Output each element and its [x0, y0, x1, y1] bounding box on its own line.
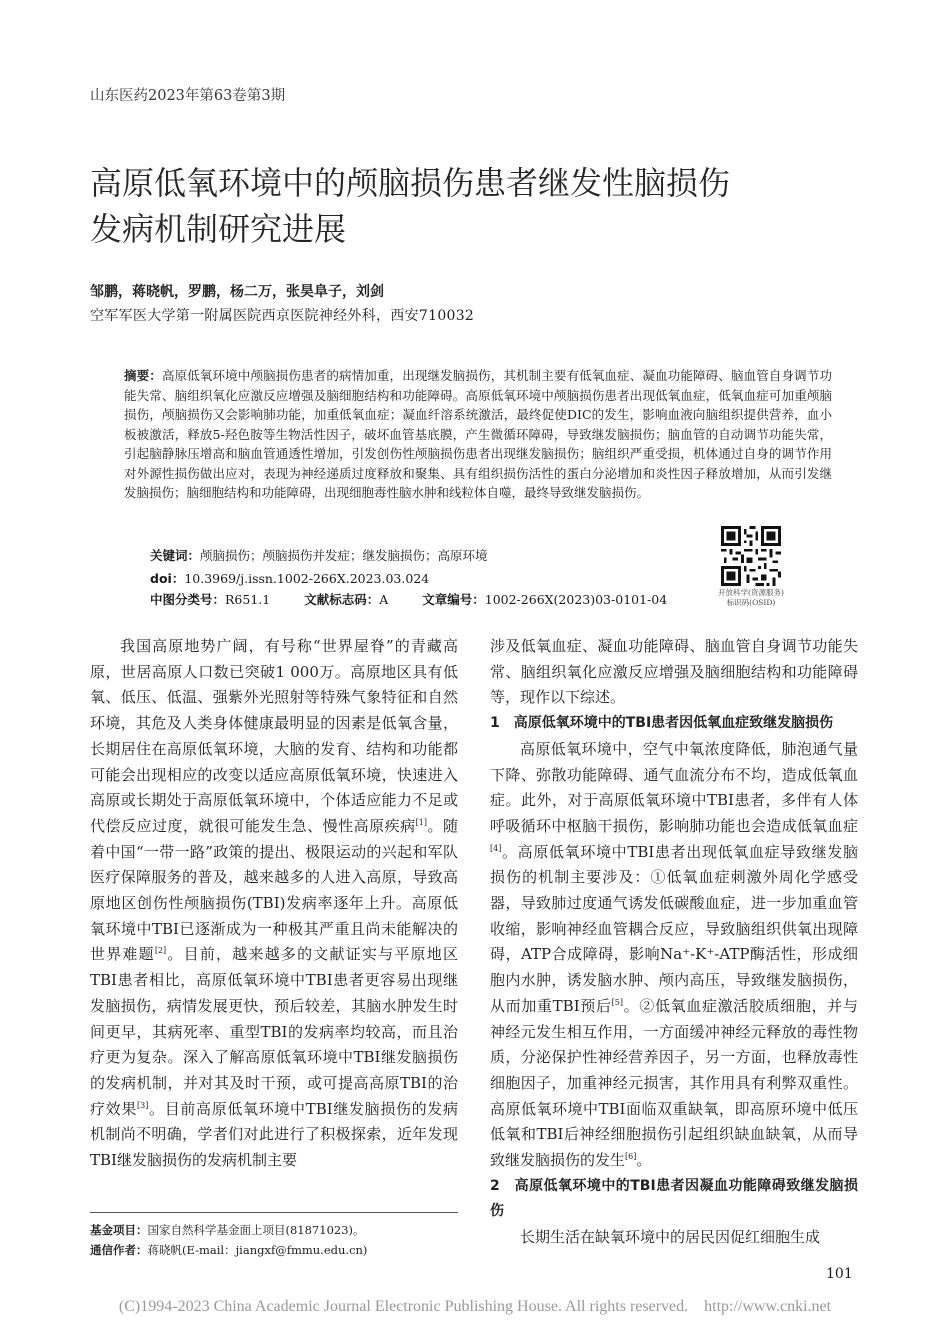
article-no-value: 1002-266X(2023)03-0101-04: [484, 592, 668, 607]
doc-code-value: A: [379, 592, 389, 607]
article-no-label: 文章编号：: [422, 592, 485, 607]
citation-6[interactable]: [6]: [625, 1152, 637, 1162]
doi: [150, 569, 429, 587]
copyright-footer: (C)1994-2023 China Academic Journal Electronic Publishing House. All rights reserved. http://www.cnki.net: [118, 1298, 832, 1315]
doi-text: 10.3969/j.issn.1002-266X.2023.03.024: [184, 571, 430, 586]
author-list: 邹鹏，蒋晓帆，罗鹏，杨二万，张昊阜子，刘剑: [90, 284, 384, 300]
corresponding-author-note: 通信作者：蒋晓帆(E-mail：jiangxf@fmmu.edu.cn): [90, 1243, 368, 1257]
journal-header: 山东医药2023年第63卷第3期: [90, 88, 286, 104]
citation-3[interactable]: [3]: [137, 1100, 149, 1110]
qr-caption-text: 开放科学(资源服务) 标识码(OSID): [718, 588, 784, 607]
funding-note: 基金项目：国家自然科学基金面上项目(81871023)。: [90, 1223, 365, 1237]
page-number: 101: [826, 1266, 853, 1282]
clc-value: R651.1: [225, 592, 271, 607]
article-title: [90, 160, 870, 252]
title-line-1: 高原低氧环境中的颅脑损伤患者继发性脑损伤: [90, 164, 731, 202]
citation-2[interactable]: [2]: [154, 946, 167, 956]
intro-continuation: 涉及低氧血症、凝血功能障碍、脑血管自身调节功能失常、脑组织氧化应激反应增强及脑细胞结构和功能障碍等，现作以下综述。: [490, 637, 858, 707]
affiliation: 空军军医大学第一附属医院西京医院神经外科，西安710032: [90, 308, 475, 324]
abstract-label: 摘要：: [124, 368, 162, 383]
doc-code-label: 文献标志码：: [304, 592, 380, 607]
keywords-text: 颅脑损伤；颅脑损伤并发症；继发脑损伤；高原环境: [200, 548, 488, 563]
section-2-paragraph: 长期生活在缺氧环境中的居民因促红细胞生成: [520, 1228, 821, 1247]
title-line-2: 发病机制研究进展: [90, 210, 347, 248]
left-column: [90, 634, 458, 1174]
right-column: [490, 634, 858, 1251]
intro-paragraph: 我国高原地势广阔，有号称“世界屋脊”的青藏高原，世居高原人口数已突破1 000万。高原地区具有低氧、低压、低温、强紫外光照射等特殊气象特征和自然环境，其危及人类身体健康最明显的因素是低氧含量，长期居住在高原低氧环境，大脑的发育、结构和功能都可能会出现相应的改变以适应高原低氧环境，快速进入高原或长期处于高原低氧环境中，个体适应能力不足或代偿反应过度，就很可能发生急、慢性高原疾病[1]。随着中国“一带一路”政策的提出、极限运动的兴起和军队医疗保障服务的普及，越来越多的人进入高原，导致高原地区创伤性颅脑损伤(TBI)发病率逐年上升。高原低氧环境中TBI已逐渐成为一种极其严重且尚未能解决的世界难题[2]。目前，越来越多的文献证实与平原地区TBI患者相比，高原低氧环境中TBI患者更容易出现继发脑损伤，病情发展更快，预后较差，其脑水肿发生时间更早，其病死率、重型TBI的发病率均较高，而且治疗更为复杂。深入了解高原低氧环境中TBI继发脑损伤的发病机制，并对其及时干预，或可提高高原TBI的治疗效果[3]。目前高原低氧环境中TBI继发脑损伤的发病机制尚不明确，学者们对此进行了积极探索，近年发现TBI继发脑损伤的发病机制主要: [90, 637, 458, 1170]
footnotes: [90, 1220, 367, 1260]
citation-4[interactable]: [4]: [490, 843, 502, 853]
section-heading-1: 1 高原低氧环境中的TBI患者因低氧血症致继发脑损伤: [490, 715, 834, 732]
section-heading-2: 2 高原低氧环境中的TBI患者因凝血功能障碍致继发脑损伤: [490, 1177, 858, 1220]
doi-label: doi：: [150, 571, 185, 586]
clc-label: 中图分类号：: [150, 592, 226, 607]
section-1-paragraph: 高原低氧环境中，空气中氧浓度降低，肺泡通气量下降、弥散功能障碍、通气血流分布不均，造成低氧血症。此外，对于高原低氧环境中TBI患者，多伴有人体呼吸循环中枢脑干损伤，影响肺功能也会造成低氧血症[4]。高原低氧环境中TBI患者出现低氧血症导致继发脑损伤的机制主要涉及：①低氧血症刺激外周化学感受器，导致肺过度通气诱发低碳酸血症，进一步加重血管收缩，影响神经血管耦合反应，导致脑组织供氧出现障碍，ATP合成障碍，影响Na⁺-K⁺-ATP酶活性，形成细胞内水肿，诱发脑水肿、颅内高压，导致继发脑损伤，从而加重TBI预后[5]。②低氧血症激活胶质细胞，并与神经元发生相互作用，一方面缓冲神经元释放的毒性物质，分泌保护性神经营养因子，另一方面，也释放毒性细胞因子，加重神经元损害，其作用具有利弊双重性。高原低氧环境中TBI面临双重缺氧，即高原环境中低压低氧和TBI后神经细胞损伤引起组织缺血缺氧，从而导致继发脑损伤的发生[6]。: [490, 739, 858, 1170]
classification-line: [150, 590, 730, 608]
citation-1[interactable]: [1]: [415, 817, 427, 827]
footnote-divider: [90, 1212, 458, 1213]
qr-code-icon: [721, 526, 781, 586]
qr-caption: [706, 588, 796, 608]
keywords: [150, 546, 488, 564]
keywords-label: 关键词：: [150, 548, 201, 563]
abstract-text: 高原低氧环境中颅脑损伤患者的病情加重，出现继发脑损伤，其机制主要有低氧血症、凝血功能障碍、脑血管自身调节功能失常、脑组织氧化应激反应增强及脑细胞结构和功能障碍。高原低氧环境中颅脑损伤患者出现低氧血症，低氧血症可加重颅脑损伤，颅脑损伤又会影响肺功能，加重低氧血症；凝血纤溶系统激活，最终促使DIC的发生，影响血液向脑组织提供营养，血小板被激活，释放5-羟色胺等生物活性因子，破坏血管基底膜，产生微循环障碍，导致继发脑损伤；脑血管的自动调节功能失常，引起脑静脉压增高和脑血管通透性增加，引发创伤性颅脑损伤患者出现继发脑损伤；脑组织严重受损，机体通过自身的调节作用对外源性损伤做出应对，表现为神经递质过度释放和聚集、具有组织损伤活性的蛋白分泌增加和炎性因子释放增加，从而引发继发脑损伤；脑细胞结构和功能障碍，出现细胞毒性脑水肿和线粒体自噬，最终导致继发脑损伤。: [124, 368, 832, 500]
citation-5[interactable]: [5]: [611, 997, 623, 1007]
abstract: [124, 366, 832, 503]
